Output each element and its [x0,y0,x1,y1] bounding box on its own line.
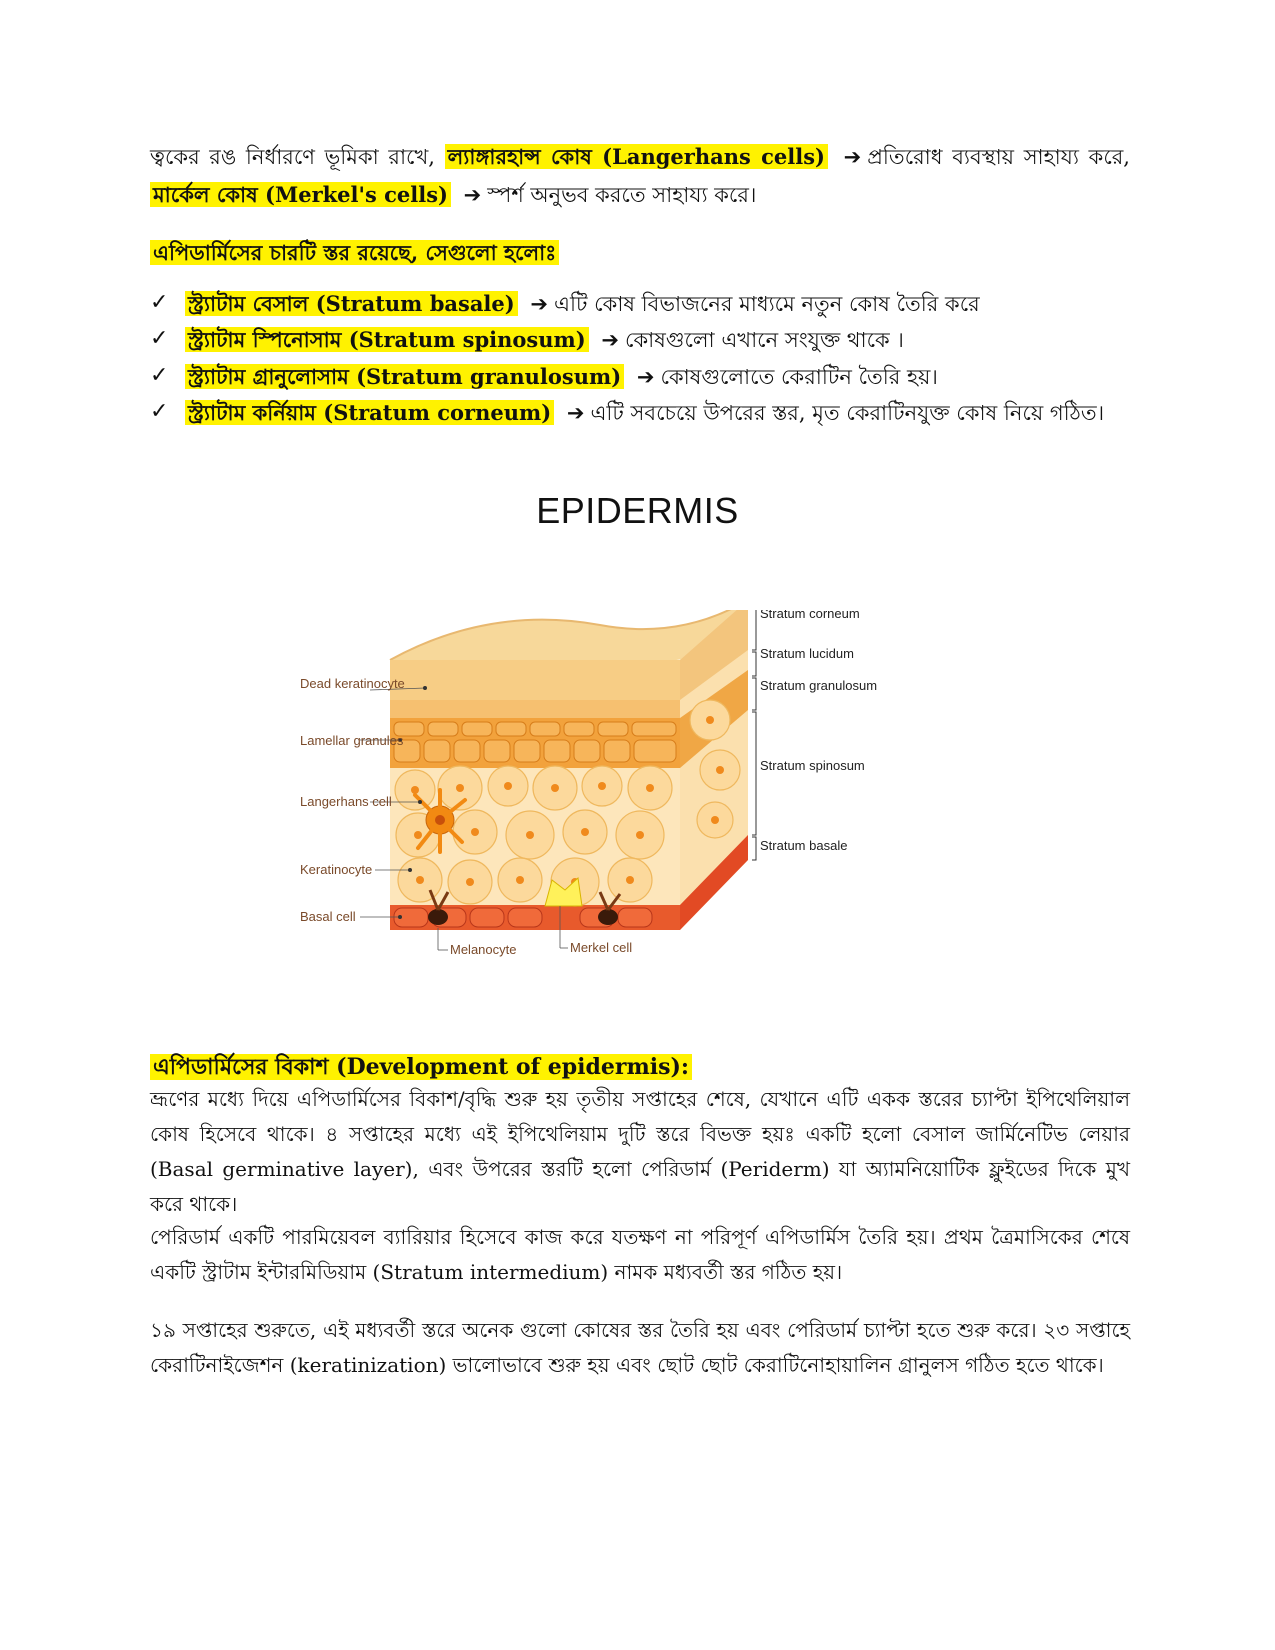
layer-desc: কোষগুলোতে কেরাটিন তৈরি হয়। [660,365,938,389]
development-paragraph-1: ভ্রূণের মধ্যে দিয়ে এপিডার্মিসের বিকাশ/বৃদ্ধি শুরু হয় তৃতীয় সপ্তাহের শেষে, যেখানে এটি একক স্তরের চ্যাপ্টা ইপিথেলিয়াল কোষ হিসেবে থাকে। ৪ সপ্তাহের মধ্যে এই ইপিথেলিয়াম দুটি স্তরে বিভক্ত হয়ঃ একটি হলো বেসাল জার্মিনেটিভ লেয়ার (Basal germinative layer), এবং উপরের স্তরটি হলো পেরিডার্ম (Periderm) যা অ্যামনিয়োটিক ফ্লুইডের দিকে মুখ করে থাকে। [150,1087,1130,1216]
label-stratum-corneum: Stratum corneum [760,610,860,621]
label-stratum-basale: Stratum basale [760,838,848,853]
arrow-icon: ➔ [843,145,862,169]
layer-desc: কোষগুলো এখানে সংযুক্ত থাকে । [624,328,904,352]
epidermis-diagram [290,610,880,1010]
arrow-icon: ➔ [636,365,655,389]
highlight-merkel: মার্কেল কোষ (Merkel's cells) [150,182,451,207]
layers-heading-text: এপিডার্মিসের চারটি স্তর রয়েছে, সেগুলো হলোঃ [150,240,559,265]
figure-title: EPIDERMIS [536,490,739,531]
list-item [185,362,938,392]
label-melanocyte: Melanocyte [450,942,517,957]
layer-name: স্ট্র্যাটাম স্পিনোসাম (Stratum spinosum) [185,327,589,352]
layer-name: স্ট্র্যাটাম গ্রানুলোসাম (Stratum granulosum) [185,364,624,389]
label-basal-cell: Basal cell [300,909,356,924]
label-stratum-lucidum: Stratum lucidum [760,646,854,661]
layer-desc: এটি কোষ বিভাজনের মাধ্যমে নতুন কোষ তৈরি করে [554,292,980,316]
layers-heading [150,237,559,272]
intro-line-2 [150,180,1130,210]
label-lamellar-granules: Lamellar granules [300,733,404,748]
layer-desc: এটি সবচেয়ে উপরের স্তর, মৃত কেরাটিনযুক্ত কোষ নিয়ে গঠিত। [590,401,1105,425]
layer-name: স্ট্র্যাটাম বেসাল (Stratum basale) [185,291,518,316]
highlight-langerhans: ল্যাঙ্গারহান্স কোষ (Langerhans cells) [445,144,828,169]
label-keratinocyte: Keratinocyte [300,862,373,877]
label-dead-keratinocyte: Dead keratinocyte [300,676,405,691]
intro-text: স্পর্শ অনুভব করতে সাহায্য করে। [487,183,757,207]
arrow-icon: ➔ [601,328,619,352]
development-heading-text: এপিডার্মিসের বিকাশ (Development of epidermis): [150,1054,692,1080]
checkmark-icon: ✓ [150,399,169,424]
arrow-icon: ➔ [463,183,482,207]
stratum-corneum-front [390,660,680,700]
checkmark-icon: ✓ [150,290,169,315]
checkmark-icon: ✓ [150,363,169,388]
intro-text: ত্বকের রঙ নির্ধারণে ভূমিকা রাখে, [150,145,435,169]
development-paragraph-2: পেরিডার্ম একটি পারমিয়েবল ব্যারিয়ার হিসেবে কাজ করে যতক্ষণ না পরিপূর্ণ এপিডার্মিস তৈরি হয়। প্রথম ত্রৈমাসিকের শেষে একটি স্ট্রাটাম ইন্টারমিডিয়াম (Stratum intermedium) নামক মধ্যবর্তী স্তর গঠিত হয়। [150,1225,1130,1284]
checkmark-icon: ✓ [150,326,169,351]
label-langerhans-cell: Langerhans cell [300,794,392,809]
intro-line-1 [150,142,1130,172]
development-paragraph-3: ১৯ সপ্তাহের শুরুতে, এই মধ্যবর্তী স্তরে অনেক গুলো কোষের স্তর তৈরি হয় এবং পেরিডার্ম চ্যাপ্টা হতে শুরু করে। ২৩ সপ্তাহে কেরাটিনাইজেশন (keratinization) ভালোভাবে শুরু হয় এবং ছোট ছোট কেরাটিনোহায়ালিন গ্রানুলস গঠিত হতে থাকে। [150,1318,1130,1377]
label-stratum-spinosum: Stratum spinosum [760,758,865,773]
label-stratum-granulosum: Stratum granulosum [760,678,878,693]
intro-text: প্রতিরোধ ব্যবস্থায় সাহায্য করে, [867,145,1130,169]
list-item [185,289,980,319]
list-item [185,398,1104,428]
label-merkel-cell: Merkel cell [570,940,633,955]
arrow-icon: ➔ [566,401,585,425]
list-item [185,325,904,355]
layer-name: স্ট্র্যাটাম কর্নিয়াম (Stratum corneum) [185,400,554,425]
stratum-lucidum-front [390,700,680,718]
arrow-icon: ➔ [530,292,548,316]
